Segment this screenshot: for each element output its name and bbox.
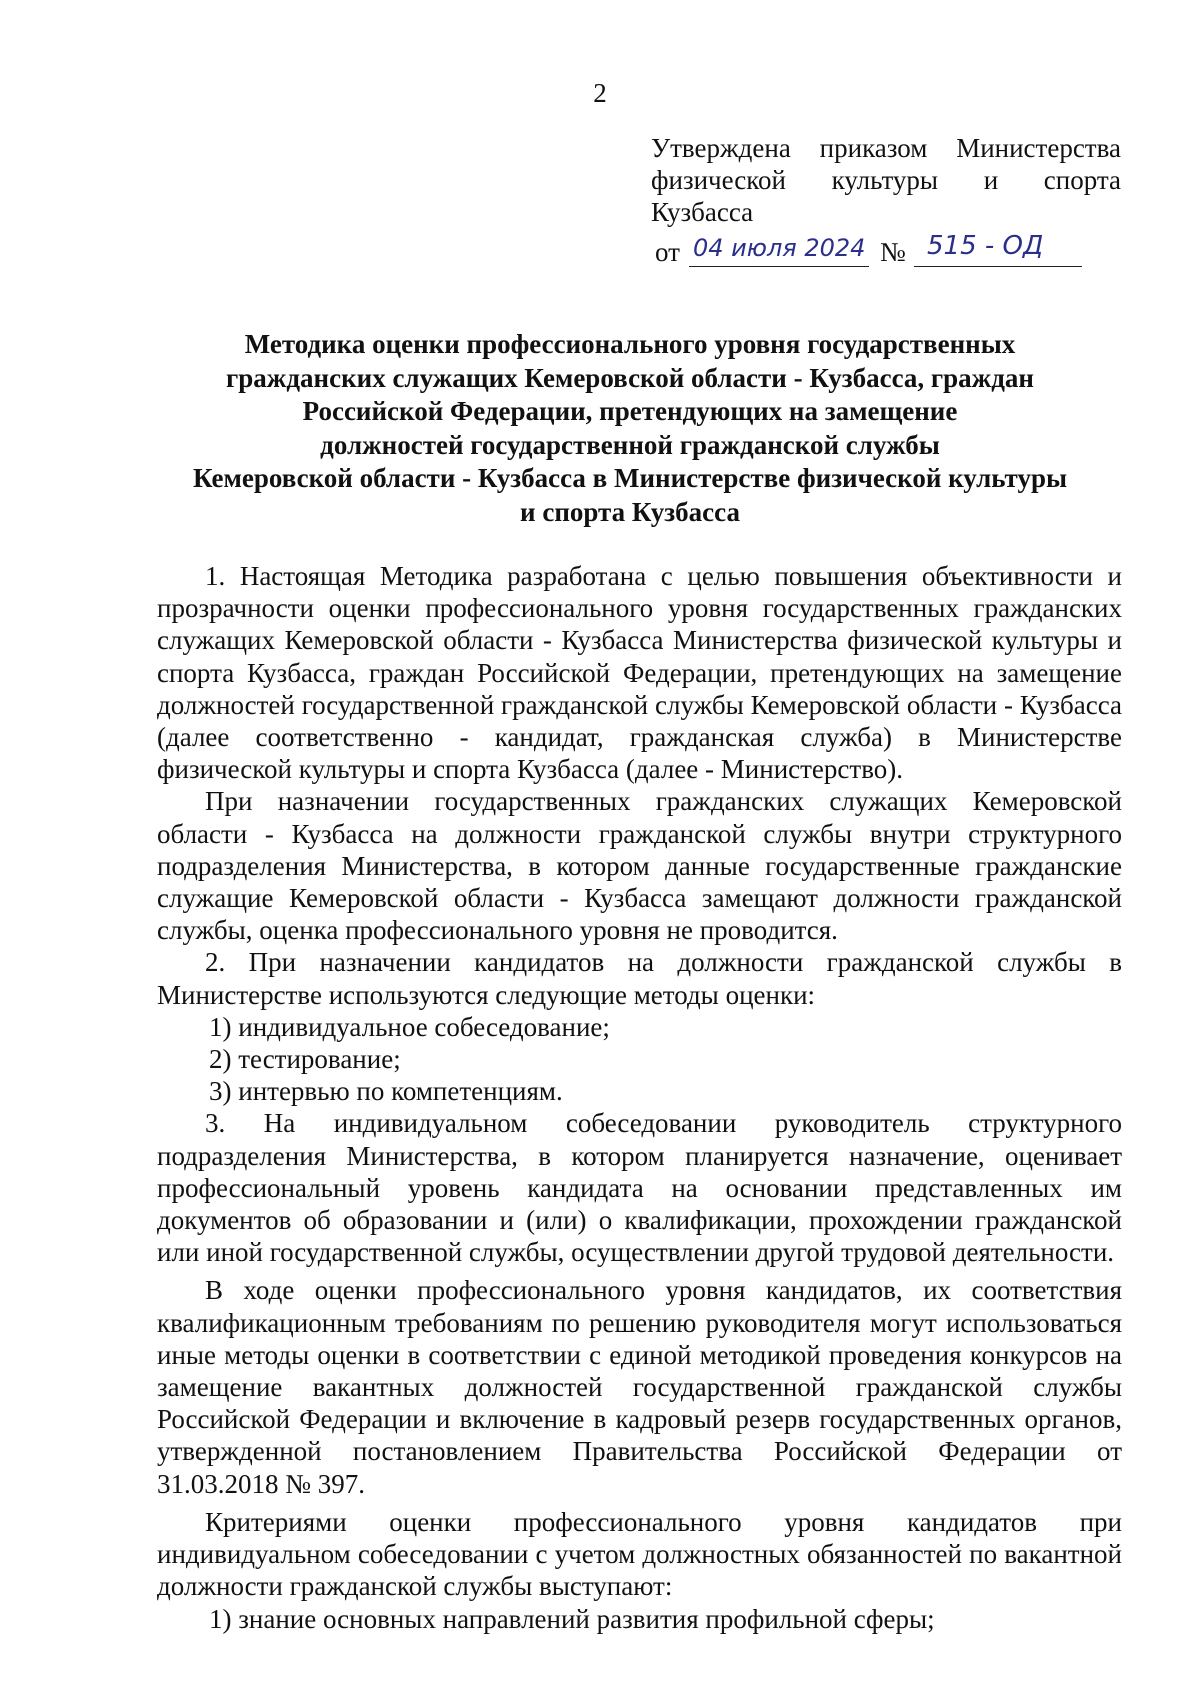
approval-date-number-row bbox=[651, 230, 1121, 270]
paragraph-5: В ходе оценки профессионального уровня кандидатов, их соответствия квалификационным требованиям по решению руководителя могут использоваться иные методы оценки в соответствии с единой методикой проведения конкурсов на замещение вакантных должностей государственной гражданской службы Российской Федерации и включение в кадровый резерв государственных органов, утвержденной постановлением Правительства Российской Федерации от 31.03.2018 № 397. bbox=[157, 1275, 1122, 1499]
paragraph-4: 3. На индивидуальном собеседовании руководитель структурного подразделения Министерства, в котором планируется назначение, оценивает профессиональный уровень кандидата на основании представленных им документов об образовании и (или) о квалификации, прохождении гражданской или иной государственной службы, осуществлении другой трудовой деятельности. bbox=[157, 1108, 1122, 1268]
list-item-method-3: 3) интервью по компетенциям. bbox=[209, 1076, 563, 1107]
number-prefix: № bbox=[880, 237, 906, 267]
list-item-criterion-1: 1) знание основных направлений развития профильной сферы; bbox=[209, 1603, 935, 1634]
page-number: 2 bbox=[593, 78, 607, 108]
date-underline bbox=[689, 266, 869, 267]
approval-line-1: Утверждена приказом Министерства bbox=[651, 133, 1121, 163]
approval-line-2: физической культуры и спорта bbox=[651, 165, 1121, 195]
paragraph-1: 1. Настоящая Методика разработана с целью повышения объективности и прозрачности оценки профессионального уровня государственных гражданских служащих Кемеровской области - Кузбасса Министерства физической культуры и спорта Кузбасса, граждан Российской Федерации, претендующих на замещение должностей государственной гражданской службы Кемеровской области - Кузбасса (далее соответственно - кандидат, гражданская служба) в Министерстве физической культуры и спорта Кузбасса (далее - Министерство). bbox=[157, 561, 1122, 785]
paragraph-6: Критериями оценки профессионального уровня кандидатов при индивидуальном собеседовании с учетом должностных обязанностей по вакантной должности гражданской службы выступают: bbox=[157, 1506, 1122, 1602]
paragraph-2: При назначении государственных гражданских служащих Кемеровской области - Кузбасса на должности гражданской службы внутри структурного подразделения Министерства, в котором данные государственные гражданские служащие Кемеровской области - Кузбасса замещают должности гражданской службы, оценка профессионального уровня не проводится. bbox=[157, 786, 1122, 946]
number-underline bbox=[914, 266, 1082, 267]
list-item-method-2: 2) тестирование; bbox=[209, 1044, 401, 1075]
title-line-4: должностей государственной гражданской службы bbox=[320, 429, 940, 460]
date-prefix: от bbox=[655, 237, 680, 267]
list-item-method-1: 1) индивидуальное собеседование; bbox=[209, 1011, 610, 1042]
paragraph-3: 2. При назначении кандидатов на должности гражданской службы в Министерстве используются следующие методы оценки: bbox=[157, 947, 1122, 1010]
title-line-3: Российской Федерации, претендующих на замещение bbox=[302, 396, 958, 426]
title-line-6: и спорта Кузбасса bbox=[520, 496, 740, 527]
handwritten-date: 04 июля 2024 bbox=[693, 234, 866, 262]
title-line-1: Методика оценки профессионального уровня государственных bbox=[244, 329, 1016, 359]
document-title bbox=[150, 328, 1110, 529]
handwritten-number: 515 - ОД bbox=[927, 231, 1044, 261]
title-line-2: гражданских служащих Кемеровской области - Кузбасса, граждан bbox=[226, 362, 1034, 393]
document-body bbox=[157, 560, 1122, 1635]
title-line-5: Кемеровской области - Кузбасса в Министерстве физической культуры bbox=[192, 463, 1068, 493]
approval-line-3: Кузбасса bbox=[651, 197, 754, 227]
approval-stamp bbox=[651, 132, 1121, 270]
